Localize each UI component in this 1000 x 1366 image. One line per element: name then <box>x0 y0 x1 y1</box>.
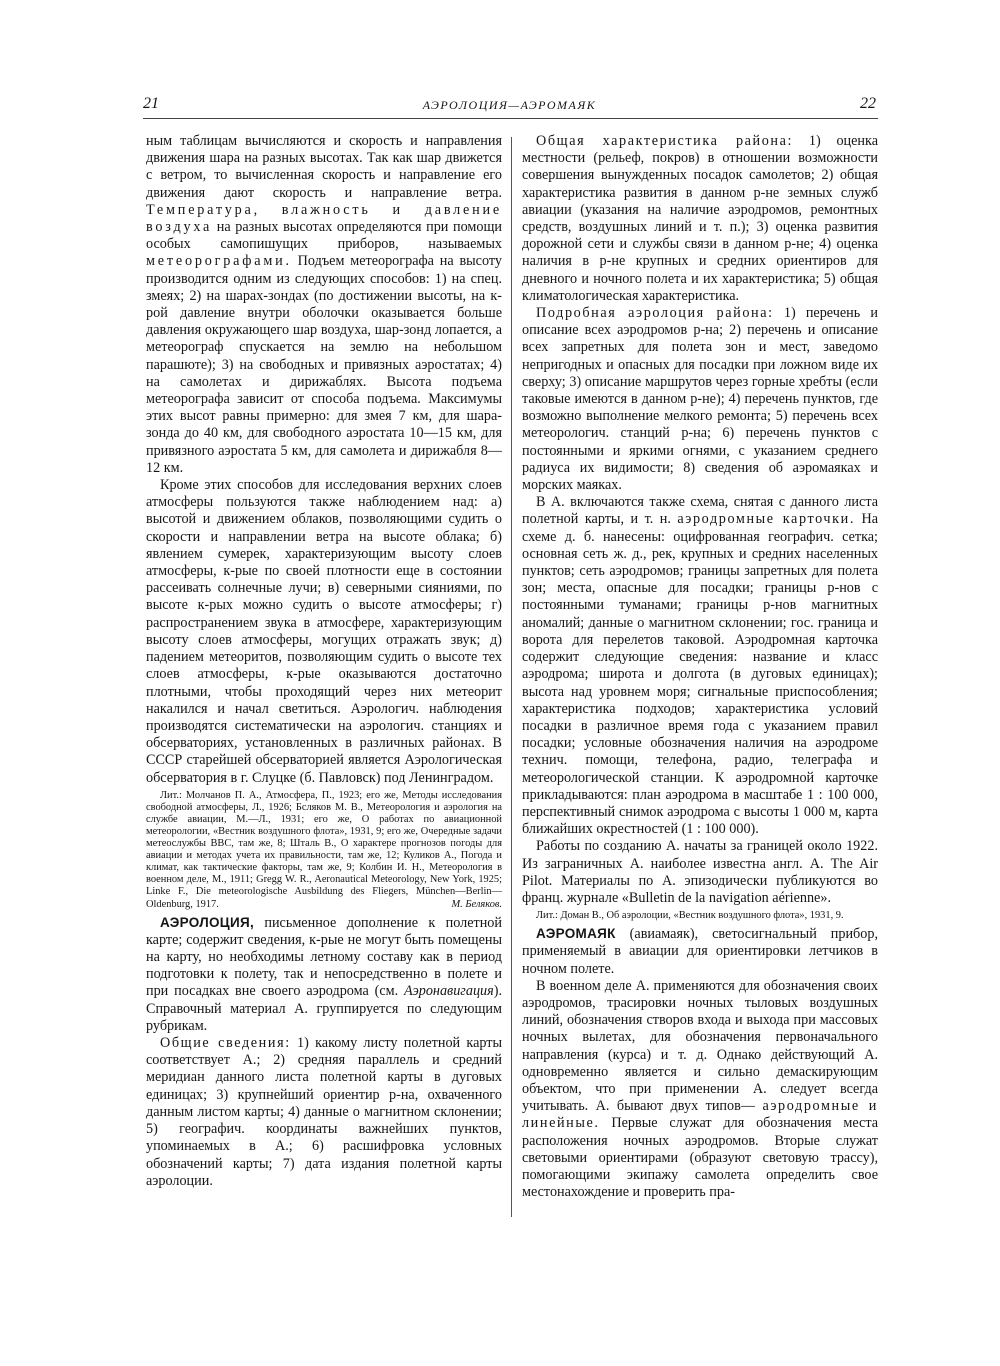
spaced-term: аэродромные карточки. <box>677 511 855 528</box>
spaced-term: Температура, влажность и давление воздуха <box>146 201 502 236</box>
paragraph-balloon <box>146 133 502 477</box>
entry-aeromayak <box>522 925 878 978</box>
paragraph-general-info <box>146 1035 502 1190</box>
text-run: ). Справочный материал А. группируется по следующим рубрикам. <box>146 983 503 1034</box>
text-run: на разных высотах определяются при помощи особых самопишущих приборов, называемых <box>146 219 502 253</box>
text-run: В военном деле А. применяются для обозначения своих аэродромов, трасировки ночных тыловых воздушных линий, обозначения створов входа и выхода при массовых ночных вылетах, для обозначения первоначального направления (курса) и т. д. Однако действующий А. одновременно является и сильно демаскирующим объектом, что при применении А. следует всегда учитывать. А. бывают двух типов— <box>522 977 878 1115</box>
text-run: Первые служат для обозначения места расположения ночных аэродромов. Вторые служат световыми ориентирами (образуют световую трассу), помогающими экипажу самолета определить свое местонахождение и проверить пра- <box>522 1115 879 1201</box>
spaced-term: Подробная аэролоция района: <box>536 305 774 322</box>
headword: АЭРОЛОЦИЯ, <box>160 914 254 930</box>
literature-note: Лит.: Доман В., Об аэролоции, «Вестник воздушного флота», 1931, 9. <box>536 910 844 922</box>
left-column <box>146 133 502 1190</box>
spaced-term: метеорографами. <box>146 253 292 270</box>
spaced-term: Общие сведения: <box>160 1035 291 1052</box>
paragraph-detailed-aerolocia <box>522 305 878 494</box>
literature-text: Лит.: Молчанов П. А., Атмосфера, П., 1923; его же, Методы исследования свободной атмосферы, Л., 1926; Бсляков М. В., Метеорология и аэрология на службе авиации, М.—Л., 1931; его же, О работах по авиационной метеорологии, «Вестник воздушного флота», 1931, 9; его же, Очередные задачи метеослужбы ВВС, там же, 8; Шталь В., О характере прогнозов погоды для авиации и методах учета их правильности, там же, 12; Куликов А., Погода и климат, как тактические факторы, там же, 9; Колбин И. Н., Метеорология в военном деле, М., 1911; Gregg W. R., Aeronautical Meteorology, New York, 1925; Linke F., Die meteorologische Ausbildung des Fliegers, München—Berlin—Oldenburg, 1917. <box>146 789 502 910</box>
paragraph-scheme <box>522 494 878 838</box>
text-run: На схеме д. б. нанесены: оцифрованная географич. сетка; основная сеть ж. д., рек, крупных и средних населенных пунктов; сеть аэродромов; границы запретных для полета зон; места, опасные для посадки; границы р-нов с постоянными туманами; границы р-нов магнитных аномалий; данные о магнитном склонении; гос. граница и ворота для перелетов таковой. Аэродромная карточка содержит следующие сведения: название и класс аэродрома; широта и долгота (в дуговых единицах); высота над уровнем моря; сигнальные приспособления; характеристика подходов; характеристика условий посадки в различное время года с указанием правил посадки; условные обозначения наличия на аэродроме технич. помощи, телефона, радио, телеграфа и метеорологической станции. К аэродромной карточке прикладываются: план аэродрома в масштабе 1 : 100 000, перспективный снимок аэродрома с высоты 1 000 м, карта ближайших окрестностей (1 : 100 000). <box>522 511 879 838</box>
text-run: (авиамаяк), светосигнальный прибор, применяемый в авиации для ориентировки летчиков в ночном полете. <box>522 926 879 977</box>
text-run: 1) перечень и описание всех аэродромов р-на; 2) перечень и описание всех запретных для полета зон и мест, заведомо непригодных и опасных для посадки при ложном виде их сверху; 3) описание маршрутов через горные хребты (если таковые имеются в данном р-не); 4) перечень пунктов, где возможно выполнение мелкого ремонта; 5) перечень всех метеорологич. станций р-на; 6) перечень пунктов с постоянными и яркими огнями, с указанием среднего радиуса их видимости; 8) сведения об аэромаяках и морских маяках. <box>522 305 878 494</box>
spaced-term: Общая характеристика района: <box>536 133 794 149</box>
text-run: письменное дополнение к полетной карте; содержит сведения, к-рые не могут быть помещены на карту, но необходимы летному составу как в период подготовки к полету, так и непосредственно в полете и при посадках вне своего аэродрома (см. <box>146 914 502 1000</box>
text-run: В А. включаются также схема, снятая с данного листа полетной карты, и т. н. <box>522 494 878 528</box>
paragraph-general-characteristic <box>522 133 878 305</box>
paragraph-military-use <box>522 978 878 1202</box>
text-run: 1) какому листу полетной карты соответствует А.; 2) средняя параллель и средний меридиан данного листа полетной карты в дуговых единицах; 3) крупнейший ориентир р-на, охваченного данным листом карты; 4) данные о магнитном склонении; 5) географич. координаты важнейших пунктов, упоминаемых в А.; 6) расшифровка условных обозначений карты; 7) дата издания полетной карты аэролоции. <box>146 1035 503 1189</box>
header-rule <box>143 118 878 119</box>
paragraph-works: Работы по созданию А. начаты за границей около 1922. Из заграничных А. наиболее известна англ. А. The Air Pilot. Материалы по А. эпизодически публикуются во франц. журнале «Bulletin de la navigation aérienne». <box>522 838 878 906</box>
running-title: АЭРОЛОЦИЯ—АЭРОМАЯК <box>422 98 597 112</box>
text-run: ным таблицам вычисляются и скорость и направления движения шара на разных высотах. Так как шар движется с ветром, то вычисленная скорость и направление его движения дают скорость и направление ветра. <box>146 133 502 201</box>
column-divider <box>511 137 512 1217</box>
right-column <box>522 133 878 1201</box>
headword: АЭРОМАЯК <box>536 926 616 942</box>
running-header <box>143 95 876 117</box>
paragraph-methods: Кроме этих способов для исследования верхних слоев атмосферы пользуются также наблюдением над: а) высотой и движением облаков, позволяющими судить о скорости и направлении ветра на высоте облака; б) явлением сумерек, характеризующим высоту слоев атмосферы, к-рые по своей плотности еще в состоянии рассеивать солнечные лучи; в) северными сияниями, по высоте к-рых можно судить о высоте атмосферы; г) распространением звука в атмосфере, характеризующим высоту слоев атмосферы, могущих отражать звук; д) падением метеоритов, позволяющим судить о высоте тех слоев атмосферы, к-рые оказываются достаточно плотными, чтобы проходящий через них метеорит накалился и начал светиться. Аэрологич. наблюдения производятся систематически на аэрологич. станциях и обсерваториях, установленных в различных районах. В СССР старейшей обсерваторией является Аэрологическая обсерватория в г. Слуцке (б. Павловск) под Ленинградом. <box>146 477 502 786</box>
cross-reference: Аэронавигация <box>404 983 494 1000</box>
text-run: 1) оценка местности (рельеф, покров) в отношении возможности совершения вынужденных посадок самолетов; 2) общая характеристика развития в данном р-не земных служб авиации (указания на наличие аэродромов, ремонтных средств, воздушных линий и т. п.); 3) оценка развития дорожной сети и службы связи в данном р-не; 4) оценка наличия в р-не крупных и средних ориентиров для дневного и ночного полета и их характеристика; 5) общая климатологическая характеристика. <box>522 133 879 304</box>
page-number-right: 22 <box>860 95 876 112</box>
literature-note <box>146 790 502 911</box>
page-number-left: 21 <box>143 95 159 112</box>
entry-aerolocia <box>146 914 502 1035</box>
text-run: Подъем метеорографа на высоту производится одним из следующих способов: 1) на спец. змеях; 2) на шарах-зондах (по достижении высоты, на к-рой давление внутри оболочки оказывается больше давления окружающего шар воздуха, шар-зонд лопается, а метеорограф спускается на землю на небольшом парашюте); 3) на свободных и привязных аэростатах; 4) на самолетах и дирижаблях. Высота подъема метеорографа зависит от способа подъема. Максимумы этих высот равны примерно: для змея 7 км, для шара-зонда до 40 км, для свободного аэростата 10—15 км, для привязного аэростата 5 км, для самолета и дирижабля 8—12 км. <box>146 253 502 476</box>
article-author: М. Беляков. <box>451 898 502 910</box>
spaced-term: аэродромные и линейные. <box>522 1098 879 1132</box>
